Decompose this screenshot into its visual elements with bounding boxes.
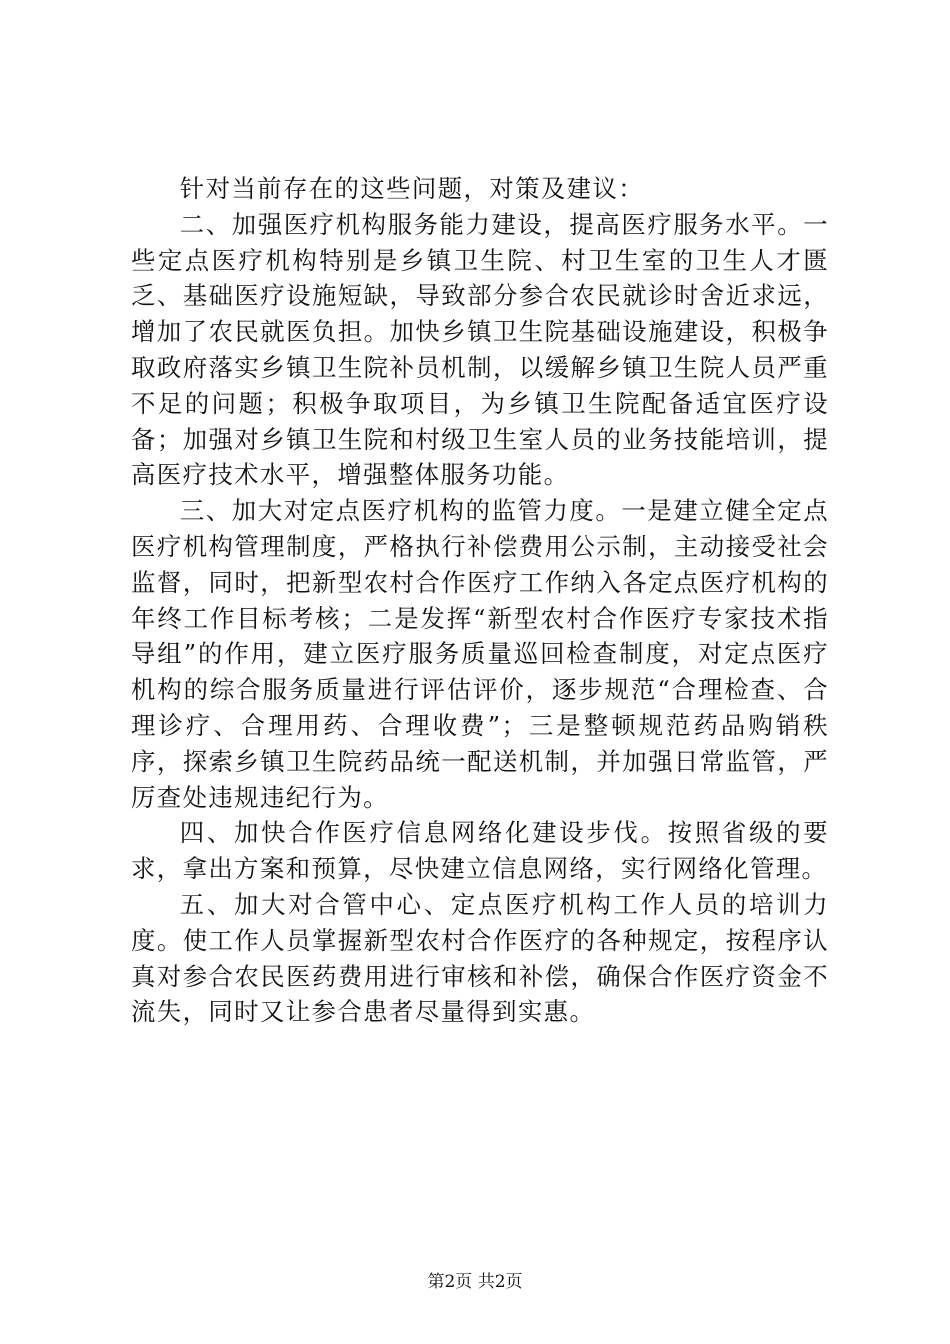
section-2-paragraph: 二、加强医疗机构服务能力建设，提高医疗服务水平。一些定点医疗机构特别是乡镇卫生院、村卫生室的卫生人才匮乏、基础医疗设施短缺，导致部分参合农民就诊时舍近求远，增加了农民就医负担。加快乡镇卫生院基础设施建设，积极争取政府落实乡镇卫生院补员机制，以缓解乡镇卫生院人员严重不足的问题；积极争取项目，为乡镇卫生院配备适宜医疗设备；加强对乡镇卫生院和村级卫生室人员的业务技能培训，提高医疗技术水平，增强整体服务功能。 (131, 209, 829, 490)
intro-paragraph: 针对当前存在的这些问题，对策及建议： (179, 174, 645, 203)
document-body (131, 171, 829, 1030)
page-number-footer: 第2页 共2页 (427, 1272, 523, 1292)
section-3-paragraph: 三、加大对定点医疗机构的监管力度。一是建立健全定点医疗机构管理制度，严格执行补偿费用公示制，主动接受社会监督，同时，把新型农村合作医疗工作纳入各定点医疗机构的年终工作目标考核；二是发挥“新型农村合作医疗专家技术指导组”的作用，建立医疗服务质量巡回检查制度，对定点医疗机构的综合服务质量进行评估评价，逐步规范“合理检查、合理诊疗、合理用药、合理收费”；三是整顿规范药品购销秩序，探索乡镇卫生院药品统一配送机制，并加强日常监管，严厉查处违规违纪行为。 (131, 496, 829, 812)
section-4-paragraph: 四、加快合作医疗信息网络化建设步伐。按照省级的要求，拿出方案和预算，尽快建立信息网络，实行网络化管理。 (131, 818, 829, 884)
section-5-paragraph: 五、加大对合管中心、定点医疗机构工作人员的培训力度。使工作人员掌握新型农村合作医疗的各种规定，按程序认真对参合农民医药费用进行审核和补偿，确保合作医疗资金不流失，同时又让参合患者尽量得到实惠。 (131, 889, 829, 1027)
